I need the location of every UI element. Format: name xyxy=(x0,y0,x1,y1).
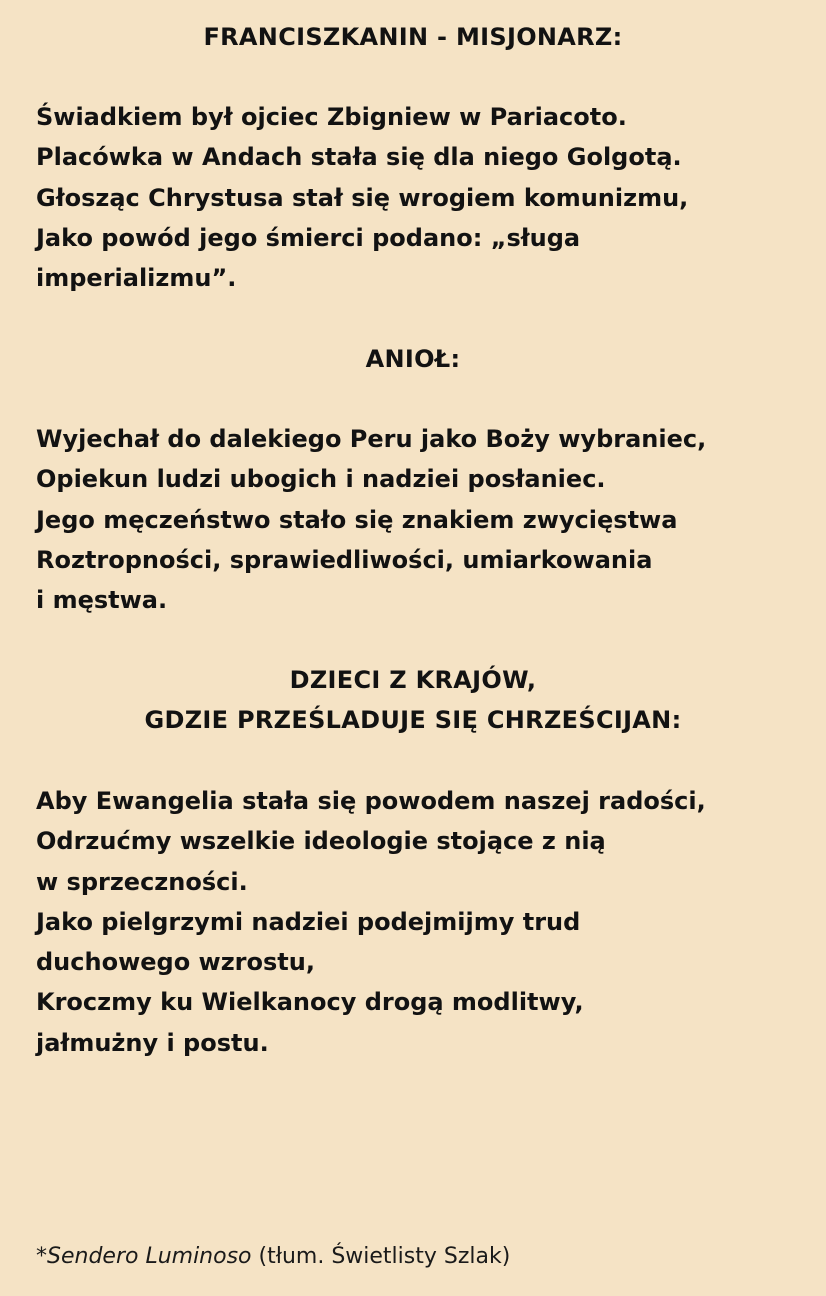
footnote-marker: * xyxy=(36,1244,47,1269)
verse-line: Jego męczeństwo stało się znakiem zwycięstwa xyxy=(36,505,678,534)
heading-line: DZIECI Z KRAJÓW, xyxy=(289,666,537,694)
verse-line: duchowego wzrostu, xyxy=(36,948,315,977)
verse-line: Jako powód jego śmierci podano: „sługa xyxy=(36,223,581,252)
footnote-term: Sendero Luminoso xyxy=(47,1244,252,1269)
heading-line: ANIOŁ: xyxy=(365,345,461,373)
section-heading-aniol xyxy=(0,339,826,379)
verse-line: imperializmu”. xyxy=(36,264,237,293)
heading-line: GDZIE PRZEŚLADUJE SIĘ CHRZEŚCIJAN: xyxy=(144,706,682,734)
verse-line: Aby Ewangelia stała się powodem naszej radości, xyxy=(36,787,706,815)
verse-line: Odrzućmy wszelkie ideologie stojące z nią xyxy=(36,827,606,856)
footnote xyxy=(36,1240,510,1274)
heading-line: FRANCISZKANIN - MISJONARZ: xyxy=(203,23,623,51)
section-heading-dzieci xyxy=(0,660,826,740)
stanza-dzieci xyxy=(36,781,816,1063)
section-heading-misjonarz xyxy=(0,17,826,57)
footnote-translation: (tłum. Świetlisty Szlak) xyxy=(251,1244,511,1269)
verse-line: Kroczmy ku Wielkanocy drogą modlitwy, xyxy=(36,988,584,1017)
verse-line: Jako pielgrzymi nadziei podejmijmy trud xyxy=(36,907,581,936)
verse-line: Wyjechał do dalekiego Peru jako Boży wybraniec, xyxy=(36,425,707,453)
verse-line: Placówka w Andach stała się dla niego Golgotą. xyxy=(36,143,682,172)
stanza-misjonarz xyxy=(36,97,816,298)
verse-line: i męstwa. xyxy=(36,586,168,615)
verse-line: Roztropności, sprawiedliwości, umiarkowania xyxy=(36,545,653,574)
verse-line: w sprzeczności. xyxy=(36,867,248,896)
verse-line: Opiekun ludzi ubogich i nadziei posłaniec. xyxy=(36,465,606,494)
verse-line: jałmużny i postu. xyxy=(36,1028,269,1057)
verse-line: Świadkiem był ojciec Zbigniew w Pariacoto. xyxy=(36,103,627,131)
verse-line: Głosząc Chrystusa stał się wrogiem komunizmu, xyxy=(36,183,689,212)
stanza-aniol xyxy=(36,419,816,620)
